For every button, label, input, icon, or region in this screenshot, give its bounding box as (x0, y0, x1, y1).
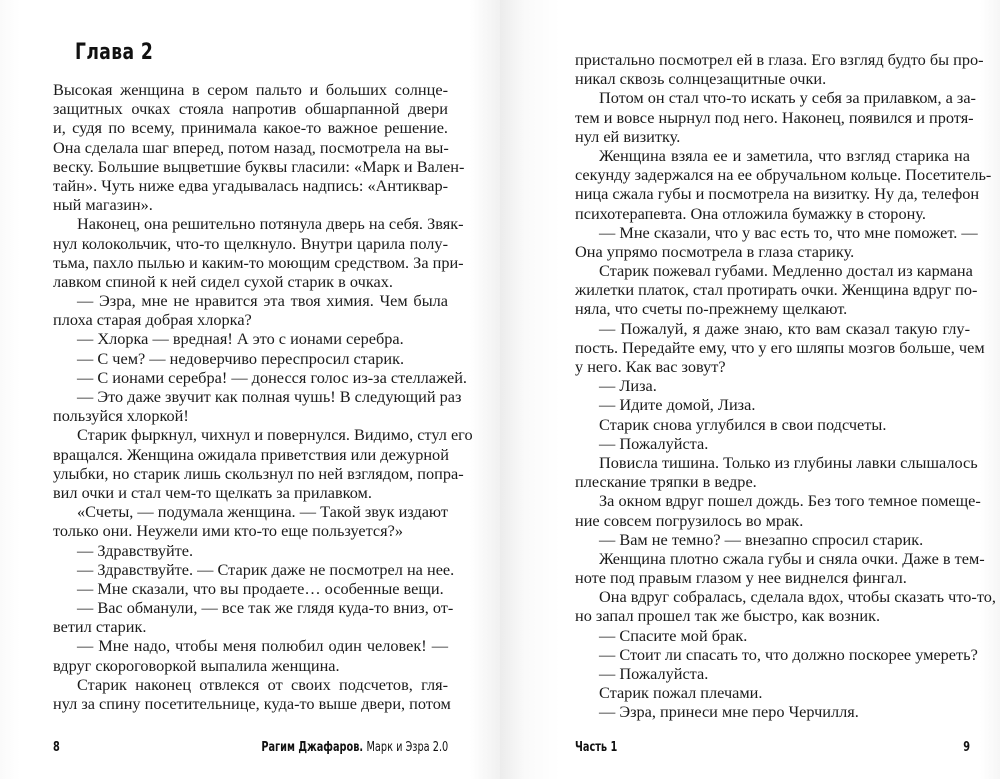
text-line: ние совсем погрузилось во мрак. (575, 510, 804, 530)
text-line: — Вам не темно? — внезапно спросил старик. (599, 529, 924, 549)
text-line: За окном вдруг пошел дождь. Без того темное помеще- (599, 491, 981, 511)
text-line: вращался. Женщина ожидала приветствия или дежурной (53, 444, 449, 464)
text-line: — Пожалуй, я даже знаю, кто вам сказал такую глу- (599, 318, 970, 338)
right-page-body-text (575, 50, 996, 722)
text-line: «Счеты, — подумала женщина. — Такой звук издают (77, 502, 448, 522)
text-line: тьма, пахло пылью и каким-то моющим средством. За при- (53, 252, 464, 272)
text-line: секунду задержался на ее обручальном кольце. Посетитель- (575, 165, 992, 185)
text-line: — Хлорка — вредная! А это с ионами серебра. (77, 329, 404, 349)
text-line: Она сделала шаг вперед, потом назад, посмотрела на вы- (53, 137, 449, 157)
text-line: — Лиза. (599, 376, 657, 396)
text-line: вил очки и стал чем-то щелкать за прилавком. (53, 482, 372, 502)
text-line: — Здравствуйте. (77, 540, 194, 560)
chapter-heading: Глава 2 (75, 40, 154, 65)
text-line: Старик снова углубился в свои подсчеты. (599, 414, 887, 434)
text-line: Потом он стал что-то искать у себя за прилавком, а за- (599, 88, 976, 108)
footer-title: Марк и Эзра 2.0 (366, 740, 448, 755)
text-line: Она вдруг собралась, сделала вдох, чтобы сказать что-то, (599, 587, 996, 607)
text-line: — Это даже звучит как полная чушь! В следующий раз (77, 387, 462, 406)
text-line: ный магазин». (53, 195, 153, 215)
text-line: ветил старик. (53, 617, 147, 637)
text-line: но запал прошел так же быстро, как возник. (575, 606, 881, 626)
text-line: — Пожалуйста. (599, 433, 709, 453)
footer-author: Рагим Джафаров. (261, 740, 363, 755)
text-line: нул за спину посетительнице, куда-то выше двери, потом (53, 694, 451, 713)
text-line: ница сжала губы и посмотрела на визитку. Ну да, телефон (575, 184, 980, 204)
running-footer-part: Часть 1 (575, 740, 618, 755)
text-line: тайн». Чуть ниже едва угадывалась надпись: «Антиквар- (53, 175, 449, 195)
text-line: ноте под правым глазом у нее виднелся фингал. (575, 568, 907, 588)
text-line: — Стоит ли спасать то, что должно поскорее умереть? (599, 644, 978, 664)
text-line: — С чем? — недоверчиво переспросил старик. (77, 348, 405, 368)
text-line: — Мне надо, чтобы меня полюбил один человек! — (77, 636, 448, 656)
text-line: Женщина взяла ее и заметила, что взгляд старика на (599, 145, 970, 165)
text-line: — Спасите мой брак. (599, 625, 748, 645)
text-line: Старик фыркнул, чихнул и повернулся. Видимо, стул его (77, 425, 473, 445)
text-line: Высокая женщина в сером пальто и больших солнце- (53, 80, 448, 99)
text-line: — Здравствуйте. — Старик даже не посмотрел на нее. (77, 559, 455, 579)
text-line: — Пожалуйста. (599, 664, 709, 683)
running-footer-book-title (261, 740, 448, 755)
text-line: — Идите домой, Лиза. (599, 395, 756, 415)
text-line: няла, что счеты по-прежнему щелкают. (575, 299, 848, 319)
text-line: Старик наконец отвлекся от своих подсчетов, гля- (77, 674, 448, 694)
text-line: плескание тряпки в ведре. (575, 472, 757, 492)
text-line: у него. Как вас зовут? (575, 357, 726, 376)
text-line: веску. Большие выцветшие буквы гласили: «Марк и Вален- (53, 156, 465, 176)
text-line: — С ионами серебра! — донесся голос из-за стеллажей. (77, 367, 468, 387)
text-line: лавком спиной к ней сидел сухой старик в очках. (53, 271, 393, 291)
text-line: пость. Передайте ему, что у его шляпы мозгов больше, чем (575, 337, 985, 357)
text-line: нул колокольчик, что-то щелкнуло. Внутри царила полу- (53, 233, 448, 253)
text-line: и, судя по всему, принимала какое-то важное решение. (53, 118, 448, 138)
text-line: — Эзра, принеси мне перо Черчилля. (599, 702, 859, 722)
text-line: — Мне сказали, что вы продаете… особенные вещи. (77, 578, 444, 598)
text-line: никал сквозь солнцезащитные очки. (575, 69, 827, 89)
text-line: только они. Неужели ими кто-то еще пользуется?» (53, 521, 404, 541)
text-line: тем и вовсе нырнул под него. Наконец, появился и протя- (575, 107, 974, 127)
text-line: Наконец, она решительно потянула дверь на себя. Звяк- (77, 214, 464, 234)
text-line: — Вас обманули, — все так же глядя куда-то вниз, от- (77, 598, 454, 618)
right-page (500, 0, 1000, 779)
text-line: Она упрямо посмотрела в глаза старику. (575, 241, 855, 261)
text-line: защитных очках стояла напротив обшарпанной двери (53, 99, 448, 119)
text-line: Старик пожал плечами. (599, 683, 763, 703)
text-line: — Мне сказали, что у вас есть то, что мне поможет. — (599, 222, 978, 242)
text-line: нул ей визитку. (575, 126, 681, 146)
text-line: Повисла тишина. Только из глубины лавки слышалось (599, 452, 978, 472)
page-number: 9 (963, 740, 970, 755)
text-line: пользуйся хлоркой! (53, 406, 189, 426)
text-line: вдруг скороговоркой выпалила женщина. (53, 655, 340, 675)
text-line: психотерапевта. Она отложила бумажку в сторону. (575, 203, 926, 223)
left-page-body-text (53, 80, 473, 713)
text-line: улыбки, но старик лишь скользнул по ней взглядом, попра- (53, 463, 464, 483)
text-line: Старик пожевал губами. Медленно достал из кармана (599, 261, 973, 281)
text-line: плоха старая добрая хлорка? (53, 310, 252, 330)
text-line: пристально посмотрел ей в глаза. Его взгляд будто бы про- (575, 50, 984, 69)
text-line: Женщина плотно сжала губы и сняла очки. Даже в тем- (599, 548, 985, 568)
text-line: — Эзра, мне не нравится эта твоя химия. Чем была (77, 291, 448, 311)
page-number: 8 (53, 740, 60, 755)
text-line: жилетки платок, стал протирать очки. Женщина вдруг по- (575, 280, 978, 300)
